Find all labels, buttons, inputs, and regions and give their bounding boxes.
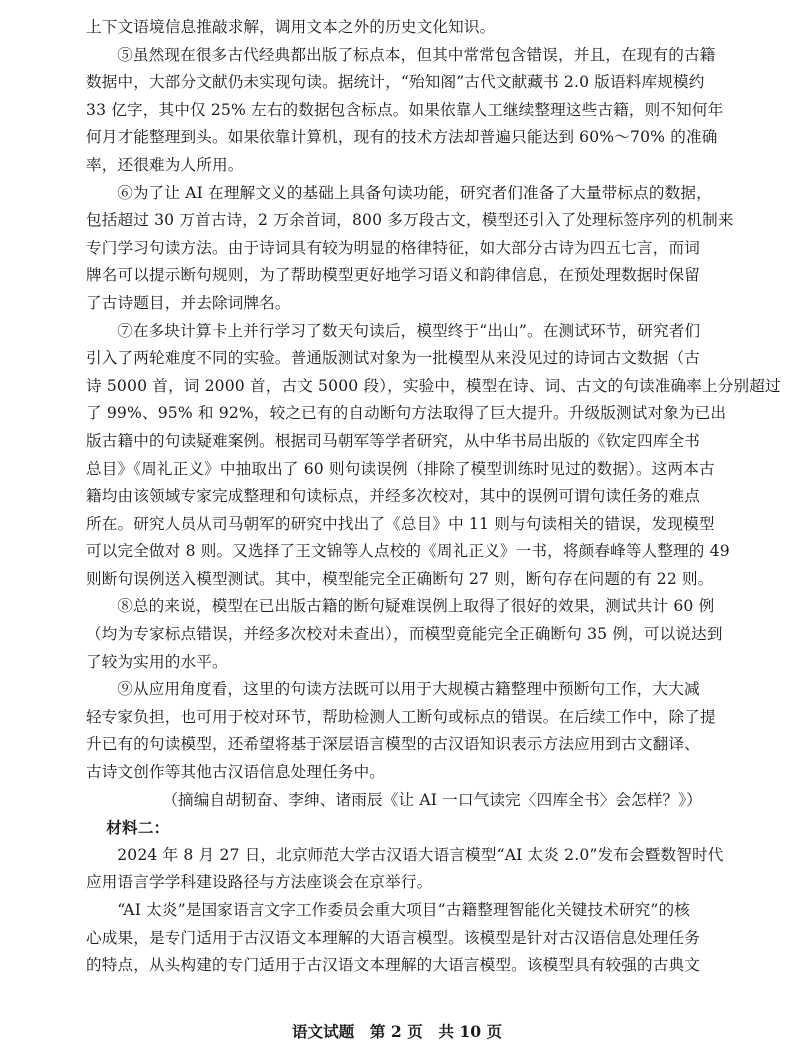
text-line: ⑥为了让 AI 在理解文义的基础上具备句读功能，研究者们准备了大量带标点的数据， (117, 183, 712, 202)
source-citation (86, 787, 708, 815)
text-line: 材料二： (106, 818, 170, 838)
paragraph (86, 676, 716, 786)
text-line: 了古诗题目，并去除词牌名。 (86, 293, 291, 312)
text-line: 可以完全做对 8 则。又选择了王文锦等人点校的《周礼正义》一书，将颜春峰等人整理的 49 (86, 542, 730, 561)
text-line: 率，还很难为人所用。 (86, 155, 244, 174)
text-line: 数据中，大部分文献仍未实现句读。据统计，“殆知阁”古代文献藏书 2.0 版语料库规模约 (86, 73, 705, 92)
text-line: 何月才能整理到头。如果依靠计算机，现有的技术方法却普遍只能达到 60%～70% 的准确 (86, 128, 718, 147)
text-line: 版古籍中的句读疑难案例。根据司马朝军等学者研究，从中华书局出版的《钦定四库全书 (86, 431, 701, 450)
text-line: 总目》《周礼正义》中抽取出了 60 则句读误例（排除了模型训练时见过的数据）。这两本古 (86, 459, 715, 478)
text-line: 籍均由该领域专家完成整理和句读标点，并经多次校对，其中的误例可谓句读任务的难点 (86, 487, 701, 506)
paragraph (86, 180, 734, 318)
text-line: 包括超过 30 万首古诗，2 万余首词，800 多万段古文，模型还引入了处理标签序列的机制来 (86, 211, 734, 230)
text-line: （摘编自胡韧奋、李绅、诸雨辰《让 AI 一口气读完〈四库全书〉会怎样？》） (162, 790, 702, 809)
text-line: “AI 太炎”是国家语言文字工作委员会重大项目“古籍整理智能化关键技术研究”的核 (117, 901, 691, 919)
text-line: 33 亿字，其中仅 25% 左右的数据包含标点。如果依靠人工继续整理这些古籍，则不知何年 (86, 100, 724, 119)
text-line: 则断句误例送入模型测试。其中，模型能完全正确断句 27 则，断句存在问题的有 22 则。 (86, 569, 714, 588)
text-line: ⑨从应用角度看，这里的句读方法既可以用于大规模古籍整理中预断句工作，大大减 (117, 680, 700, 699)
paragraph (86, 842, 724, 897)
text-line: 上下文语境信息推敲求解，调用文本之外的历史文化知识。 (86, 18, 496, 36)
text-line: 2024 年 8 月 27 日，北京师范大学古汉语大语言模型“AI 太炎 2.0”发布会暨数智时代 (117, 845, 724, 864)
text-line: 升已有的句读模型，还希望将基于深层语言模型的古汉语知识表示方法应用到古文翻译、 (86, 735, 701, 754)
page-footer: 语文试题 第 2 页 共 10 页 (291, 1022, 503, 1041)
text-line: 应用语言学学科建设路径与方法座谈会在京举行。 (86, 873, 433, 892)
paragraph (86, 897, 708, 980)
text-line: （均为专家标点错误，并经多次校对未查出），而模型竟能完全正确断句 35 例，可以说达到 (86, 625, 723, 644)
text-line: 牌名可以提示断句规则，为了帮助模型更好地学习语义和韵律信息，在预处理数据时保留 (86, 266, 701, 285)
text-line: 专门学习句读方法。由于诗词具有较为明显的格律特征，如大部分古诗为四五七言，而词 (86, 238, 701, 257)
section-heading (86, 814, 708, 842)
text-line: 了较为实用的水平。 (86, 652, 228, 671)
text-line: 心成果，是专门适用于古汉语文本理解的大语言模型。该模型是针对古汉语信息处理任务 (86, 928, 701, 947)
article-body (86, 0, 781, 980)
paragraph (86, 318, 781, 594)
text-line: ⑦在多块计算卡上并行学习了数天句读后，模型终于“出山”。在测试环节，研究者们 (117, 321, 701, 340)
paragraph (86, 42, 724, 180)
text-line: 诗 5000 首，词 2000 首，古文 5000 段），实验中，模型在诗、词、古文的句读准确率上分别超过 (86, 376, 781, 395)
text-line: 引入了两轮难度不同的实验。普通版测试对象为一批模型从来没见过的诗词古文数据（古 (86, 349, 701, 368)
text-line: 的特点，从头构建的专门适用于古汉语文本理解的大语言模型。该模型具有较强的古典文 (86, 956, 701, 975)
text-line: ⑤虽然现在很多古代经典都出版了标点本，但其中常常包含错误，并且，在现有的古籍 (117, 45, 716, 64)
text-line: 所在。研究人员从司马朝军的研究中找出了《总目》中 11 则与句读相关的错误，发现模型 (86, 514, 715, 533)
text-line: 轻专家负担，也可用于校对环节，帮助检测人工断句或标点的错误。在后续工作中，除了提 (86, 707, 716, 726)
paragraph (86, 593, 723, 676)
text-line: 古诗文创作等其他古汉语信息处理任务中。 (86, 763, 386, 782)
text-line: 了 99%、95% 和 92%，较之已有的自动断句方法取得了巨大提升。升级版测试对象为已出 (86, 404, 727, 423)
paragraph (86, 14, 708, 42)
text-line: ⑧总的来说，模型在已出版古籍的断句疑难误例上取得了很好的效果，测试共计 60 例 (117, 597, 715, 616)
